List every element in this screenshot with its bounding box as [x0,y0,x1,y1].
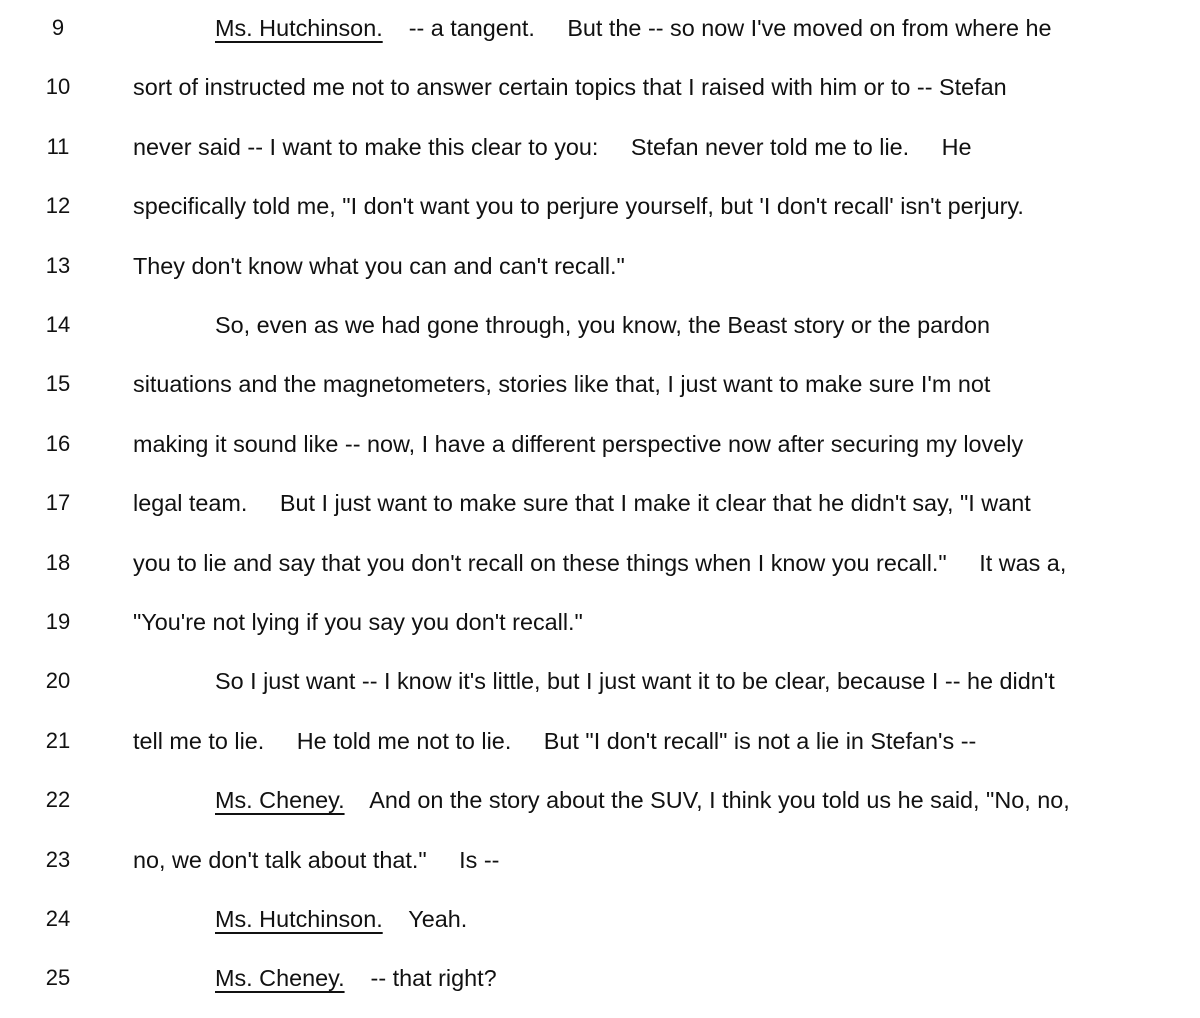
transcript-line [0,602,1200,642]
line-body: situations and the magnetometers, stories like that, I just want to make sure I'm not [133,371,991,398]
line-text [133,424,1180,464]
transcript-line [0,721,1200,761]
line-text [215,780,1180,820]
line-body: legal team. But I just want to make sure that I make it clear that he didn't say, "I want [133,490,1031,517]
transcript-line [0,543,1200,583]
transcript-line [0,8,1200,48]
line-text [133,543,1180,583]
line-number: 16 [45,430,71,456]
speaker-name: Ms. Hutchinson. [215,906,383,932]
line-number: 23 [45,846,71,872]
transcript-line [0,246,1200,286]
line-number: 9 [51,15,65,40]
line-body: And on the story about the SUV, I think you told us he said, "No, no, [344,787,1070,814]
line-text [133,127,1180,167]
line-body: They don't know what you can and can't recall." [133,252,625,279]
line-body: no, we don't talk about that." Is -- [133,846,500,873]
line-body: tell me to lie. He told me not to lie. But "I don't recall" is not a lie in Stefan's -- [133,727,977,754]
line-text [133,483,1180,523]
transcript-line [0,127,1200,167]
transcript-line [0,899,1200,939]
line-number: 21 [45,727,71,753]
line-text [133,364,1180,404]
line-text [133,721,1180,761]
line-body: you to lie and say that you don't recall on these things when I know you recall." It was a, [133,549,1067,576]
line-text [215,8,1180,48]
line-body: "You're not lying if you say you don't recall." [133,609,583,635]
line-number: 17 [45,490,71,516]
line-body: Yeah. [382,906,468,932]
transcript-line [0,780,1200,820]
transcript-line [0,840,1200,880]
line-text [133,246,1180,286]
speaker-name: Ms. Hutchinson. [215,15,383,41]
line-text [133,602,1180,642]
line-text [215,661,1180,701]
line-body: So, even as we had gone through, you know, the Beast story or the pardon [215,312,990,338]
transcript-line [0,186,1200,226]
line-body: making it sound like -- now, I have a different perspective now after securing my lovely [133,430,1024,457]
line-number: 18 [45,549,71,575]
line-body: -- a tangent. But the -- so now I've moved on from where he [382,15,1052,41]
line-number: 13 [45,252,71,278]
line-number: 10 [45,74,71,100]
line-number: 25 [45,965,71,991]
transcript-line [0,424,1200,464]
line-text [215,958,1180,998]
transcript-line [0,364,1200,404]
transcript-line [0,483,1200,523]
line-body: specifically told me, "I don't want you to perjure yourself, but 'I don't recall' isn't perjury. [133,193,1024,220]
line-text [133,840,1180,880]
line-number: 22 [45,787,71,813]
line-text [215,305,1180,345]
line-number: 12 [45,193,71,219]
line-body: sort of instructed me not to answer certain topics that I raised with him or to -- Stefan [133,74,1007,101]
line-number: 24 [45,906,71,931]
speaker-name: Ms. Cheney. [215,965,345,992]
line-text [133,67,1180,107]
line-body: -- that right? [344,965,497,992]
line-body: So I just want -- I know it's little, but I just want it to be clear, because I -- he didn't [215,668,1055,695]
transcript-line [0,67,1200,107]
line-body: never said -- I want to make this clear to you: Stefan never told me to lie. He [133,133,972,160]
line-number: 14 [45,312,71,337]
line-number: 19 [45,609,71,634]
speaker-name: Ms. Cheney. [215,787,345,814]
line-text [215,899,1180,939]
line-number: 20 [45,668,71,694]
line-number: 11 [46,133,70,159]
transcript-line [0,958,1200,998]
transcript-line [0,305,1200,345]
line-number: 15 [45,371,71,397]
transcript-line [0,661,1200,701]
line-text [133,186,1180,226]
